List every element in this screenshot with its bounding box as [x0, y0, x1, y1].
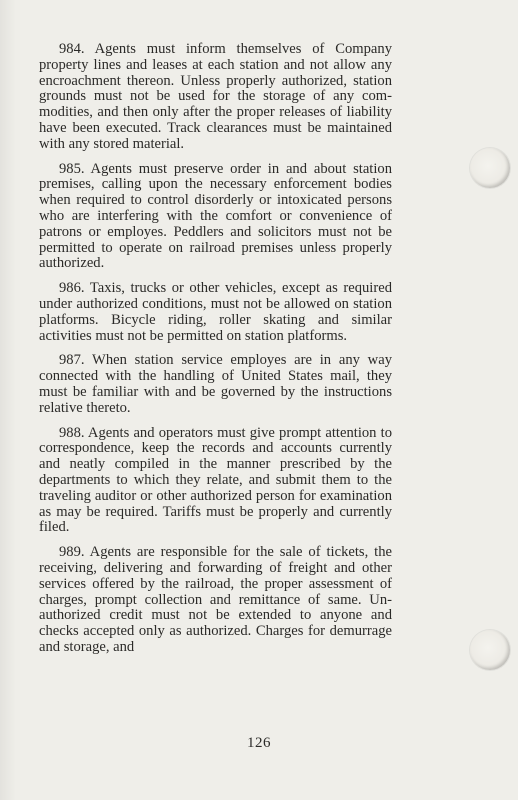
rule-986-paragraph: 986. Taxis, trucks or other vehicles, except as required under authorized conditions, must not be allowed on station platforms. Bicycle riding, roller skating and similar activities must not be permitted on station platforms.	[39, 280, 392, 344]
rule-989-paragraph: 989. Agents are responsible for the sale of tickets, the receiving, delivering and forwarding of freight and other services offered by the railroad, the proper assessment of charges, prompt collection and remittance of same. Unauthorized credit must not be extended to anyone and checks accepted only as authorized. Charges for demurrage and storage, and	[39, 544, 392, 655]
rule-988-paragraph: 988. Agents and operators must give prompt attention to correspondence, keep the records and accounts currently and neatly compiled in the manner prescribed by the departments to which they relate, and submit them to the traveling auditor or other authorized person for examination as may be required. Tariffs must be properly and currently filed.	[39, 424, 392, 536]
page-edge-shadow	[0, 0, 16, 800]
binder-hole-top	[470, 148, 510, 188]
page-number: 126	[247, 735, 271, 751]
rule-984-paragraph: 984. Agents must inform themselves of Company property lines and leases at each station and not allow any encroachment thereon. Unless properly authorized, station grounds must not be used for the storage of any commodities, and then only after the proper releases of liability have been executed. Track clearances must be maintained with any stored material.	[39, 41, 392, 152]
rules-text-block	[39, 42, 392, 665]
binder-hole-bottom	[470, 630, 510, 670]
rule-985-paragraph: 985. Agents must preserve order in and about station premises, calling upon the necessary enforcement bodies when required to control disorderly or intoxicated persons who are interfering with the comfort or convenience of patrons or employes. Peddlers and solicitors must not be permitted to operate on railroad premises unless properly authorized.	[39, 160, 392, 272]
rule-987-paragraph: 987. When station service employes are in any way connected with the handling of United States mail, they must be familiar with and be governed by the instructions relative thereto.	[39, 352, 392, 416]
